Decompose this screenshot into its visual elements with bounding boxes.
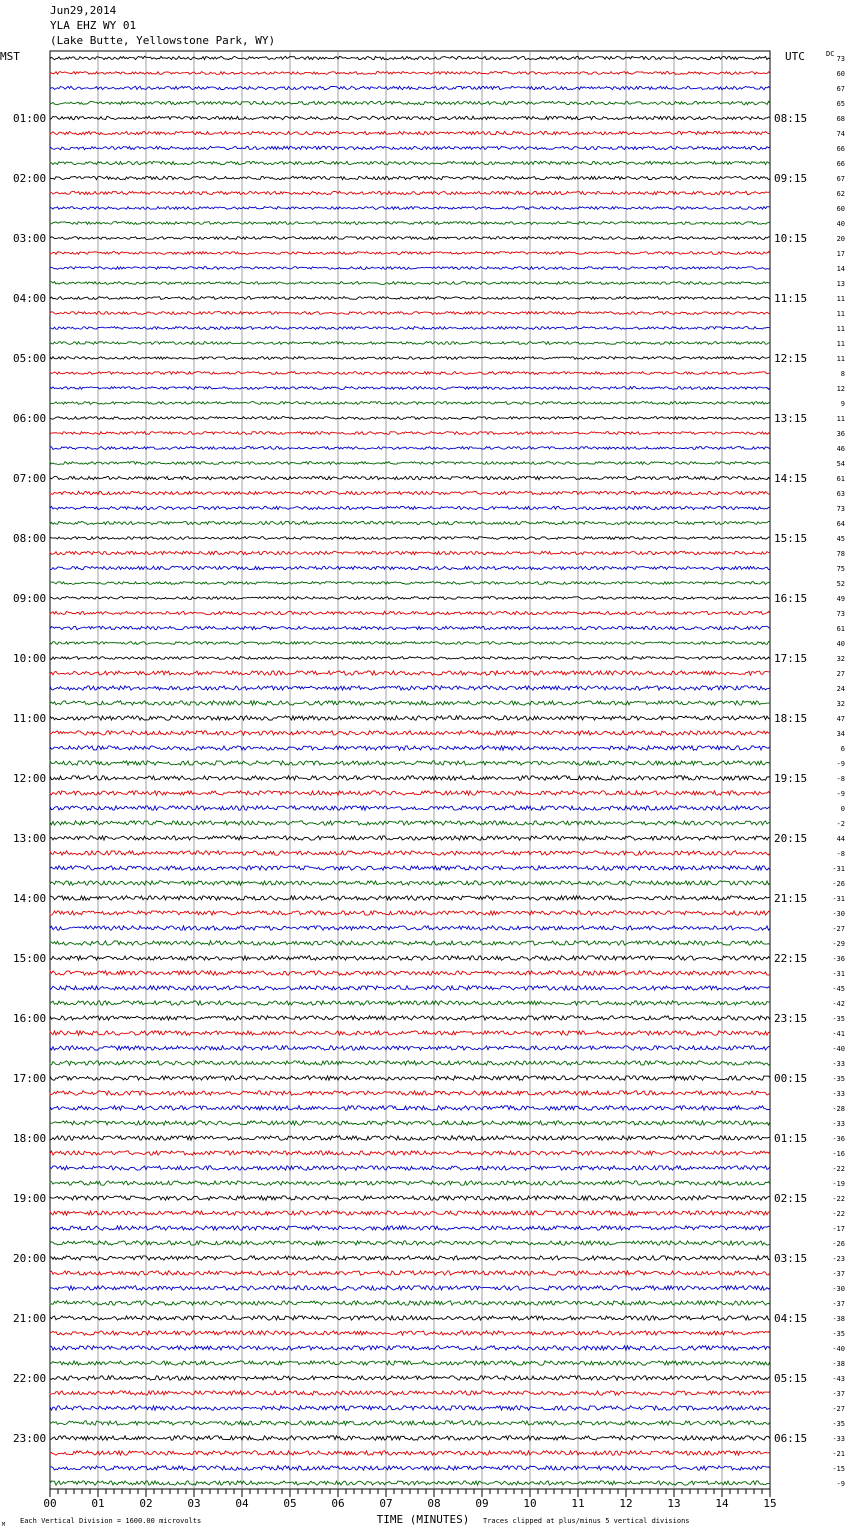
- dc-offset-label: -41: [832, 1030, 845, 1038]
- left-hour-label: 10:00: [13, 652, 47, 665]
- dc-offset-label: 66: [836, 145, 845, 153]
- dc-offset-label: 78: [836, 550, 845, 558]
- trace-row: [50, 521, 770, 524]
- dc-offset-label: -9: [836, 1480, 845, 1488]
- trace-row: [50, 1331, 770, 1335]
- x-tick-label: 01: [91, 1497, 105, 1510]
- left-hour-label: 12:00: [13, 772, 47, 785]
- trace-row: [50, 86, 770, 89]
- x-tick-label: 02: [139, 1497, 153, 1510]
- dc-offset-label: -37: [832, 1300, 845, 1308]
- dc-offset-label: -38: [832, 1360, 845, 1368]
- right-hour-label: 00:15: [774, 1072, 808, 1085]
- dc-offset-label: 47: [836, 715, 845, 723]
- right-hour-label: 21:15: [774, 892, 808, 905]
- dc-offset-label: -2: [836, 820, 845, 828]
- header-station: YLA EHZ WY 01: [50, 19, 137, 32]
- trace-row: [50, 851, 770, 855]
- left-hour-label: 15:00: [13, 952, 47, 965]
- left-hour-label: 02:00: [13, 172, 47, 185]
- dc-offset-label: 66: [836, 160, 845, 168]
- trace-row: [50, 1196, 770, 1200]
- trace-row: [50, 1271, 770, 1275]
- trace-row: [50, 1226, 770, 1230]
- right-hour-label: 02:15: [774, 1192, 808, 1205]
- dc-offset-label: 14: [836, 265, 845, 273]
- left-hour-label: 23:00: [13, 1432, 47, 1445]
- dc-offset-label: -22: [832, 1210, 845, 1218]
- dc-offset-label: 65: [836, 100, 845, 108]
- right-hour-label: 08:15: [774, 112, 808, 125]
- x-tick-label: 06: [331, 1497, 345, 1510]
- header-location: (Lake Butte, Yellowstone Park, WY): [50, 34, 276, 47]
- dc-offset-label: 44: [836, 835, 845, 843]
- dc-offset-label: 11: [836, 355, 845, 363]
- dc-offset-label: 61: [836, 475, 845, 483]
- trace-row: [50, 176, 770, 179]
- trace-row: [50, 1436, 770, 1440]
- trace-row: [50, 1421, 770, 1425]
- dc-offset-label: -15: [832, 1465, 845, 1473]
- trace-row: [50, 836, 770, 840]
- trace-row: [50, 1211, 770, 1215]
- right-hour-label: 18:15: [774, 712, 808, 725]
- trace-row: [50, 971, 770, 975]
- trace-row: [50, 387, 770, 390]
- trace-row: [50, 72, 770, 75]
- trace-row: [50, 582, 770, 585]
- x-tick-label: 15: [763, 1497, 777, 1510]
- dc-offset-label: -9: [836, 760, 845, 768]
- dc-offset-label: -35: [832, 1015, 845, 1023]
- x-tick-label: 11: [571, 1497, 585, 1510]
- right-hour-label: 20:15: [774, 832, 808, 845]
- dc-offset-label: -30: [832, 1285, 845, 1293]
- dc-offset-label: 54: [836, 460, 845, 468]
- trace-row: [50, 402, 770, 405]
- dc-offset-label: 75: [836, 565, 845, 573]
- trace-row: [50, 222, 770, 225]
- trace-row: [50, 506, 770, 509]
- dc-offset-label: 62: [836, 190, 845, 198]
- dc-offset-label: -37: [832, 1270, 845, 1278]
- trace-row: [50, 1001, 770, 1005]
- left-hour-label: 18:00: [13, 1132, 47, 1145]
- dc-offset-label: -36: [832, 955, 845, 963]
- left-hour-label: 01:00: [13, 112, 47, 125]
- dc-offset-label: -8: [836, 850, 845, 858]
- dc-offset-label: 45: [836, 535, 845, 543]
- trace-row: [50, 1061, 770, 1065]
- dc-offset-label: -28: [832, 1105, 845, 1113]
- x-tick-label: 13: [667, 1497, 681, 1510]
- left-hour-label: 19:00: [13, 1192, 47, 1205]
- dc-offset-label: 36: [836, 430, 845, 438]
- dc-offset-label: 61: [836, 625, 845, 633]
- trace-row: [50, 1451, 770, 1455]
- trace-row: [50, 1466, 770, 1470]
- trace-row: [50, 131, 770, 134]
- trace-row: [50, 1136, 770, 1140]
- right-hour-label: 01:15: [774, 1132, 808, 1145]
- trace-row: [50, 1256, 770, 1260]
- right-hour-label: 15:15: [774, 532, 808, 545]
- trace-row: [50, 1166, 770, 1170]
- trace-row: [50, 252, 770, 255]
- dc-offset-label: -33: [832, 1060, 845, 1068]
- trace-row: [50, 671, 770, 675]
- trace-row: [50, 1346, 770, 1350]
- trace-row: [50, 1121, 770, 1125]
- dc-offset-label: 68: [836, 115, 845, 123]
- dc-offset-label: -37: [832, 1390, 845, 1398]
- trace-row: [50, 282, 770, 285]
- dc-offset-label: 60: [836, 70, 845, 78]
- dc-offset-label: 67: [836, 85, 845, 93]
- dc-offset-label: -43: [832, 1375, 845, 1383]
- left-hour-label: 17:00: [13, 1072, 47, 1085]
- trace-row: [50, 941, 770, 945]
- right-hour-label: 17:15: [774, 652, 808, 665]
- x-tick-label: 04: [235, 1497, 249, 1510]
- dc-offset-label: 8: [840, 370, 845, 378]
- right-hour-label: 13:15: [774, 412, 808, 425]
- vertical-division-note: Each Vertical Division = 1600.00 microvolts: [20, 1517, 202, 1525]
- dc-offset-label: -19: [832, 1180, 845, 1188]
- dc-offset-label: -16: [832, 1150, 845, 1158]
- right-hour-label: 03:15: [774, 1252, 808, 1265]
- trace-row: [50, 1316, 770, 1320]
- dc-offset-label: -33: [832, 1120, 845, 1128]
- trace-row: [50, 761, 770, 765]
- dc-offset-label: -17: [832, 1225, 845, 1233]
- dc-offset-label: -22: [832, 1195, 845, 1203]
- trace-row: [50, 161, 770, 164]
- x-tick-label: 05: [283, 1497, 297, 1510]
- x-tick-label: 07: [379, 1497, 393, 1510]
- dc-offset-label: -33: [832, 1090, 845, 1098]
- trace-row: [50, 116, 770, 119]
- dc-offset-label: -22: [832, 1165, 845, 1173]
- dc-offset-label: -35: [832, 1420, 845, 1428]
- x-tick-label: 14: [715, 1497, 729, 1510]
- x-tick-label: 12: [619, 1497, 633, 1510]
- trace-row: [50, 1091, 770, 1095]
- x-tick-label: 08: [427, 1497, 441, 1510]
- trace-row: [50, 1076, 770, 1080]
- x-axis-title: TIME (MINUTES): [376, 1513, 470, 1526]
- dc-offset-label: 13: [836, 280, 845, 288]
- trace-row: [50, 327, 770, 330]
- dc-offset-label: -45: [832, 985, 845, 993]
- dc-offset-label: -36: [832, 1135, 845, 1143]
- dc-offset-label: -8: [836, 775, 845, 783]
- dc-offset-label: -33: [832, 1435, 845, 1443]
- left-hour-label: 07:00: [13, 472, 47, 485]
- right-hour-label: 14:15: [774, 472, 808, 485]
- right-hour-label: 10:15: [774, 232, 808, 245]
- trace-row: [50, 791, 770, 795]
- trace-row: [50, 447, 770, 450]
- dc-offset-label: 67: [836, 175, 845, 183]
- right-timezone-label: UTC: [785, 50, 805, 63]
- clip-note: Traces clipped at plus/minus 5 vertical divisions: [483, 1517, 690, 1525]
- trace-row: [50, 611, 770, 614]
- dc-offset-label: -27: [832, 1405, 845, 1413]
- dc-offset-label: -27: [832, 925, 845, 933]
- x-tick-label: 00: [43, 1497, 57, 1510]
- trace-row: [50, 1241, 770, 1245]
- trace-row: [50, 462, 770, 465]
- x-tick-label: 09: [475, 1497, 489, 1510]
- dc-offset-label: -35: [832, 1075, 845, 1083]
- trace-row: [50, 1046, 770, 1050]
- dc-offset-label: 11: [836, 310, 845, 318]
- trace-row: [50, 551, 770, 554]
- trace-row: [50, 537, 770, 540]
- right-hour-label: 05:15: [774, 1372, 808, 1385]
- trace-row: [50, 191, 770, 194]
- trace-row: [50, 1391, 770, 1395]
- dc-offset-label: 27: [836, 670, 845, 678]
- dc-offset-label: 73: [836, 505, 845, 513]
- trace-row: [50, 926, 770, 930]
- trace-row: [50, 866, 770, 870]
- dc-offset-label: -35: [832, 1330, 845, 1338]
- dc-offset-label: 64: [836, 520, 845, 528]
- left-timezone-label: MST: [0, 50, 20, 63]
- trace-row: [50, 597, 770, 600]
- dc-offset-label: -31: [832, 970, 845, 978]
- left-hour-label: 09:00: [13, 592, 47, 605]
- trace-row: [50, 821, 770, 825]
- header-date: Jun29,2014: [50, 4, 117, 17]
- left-hour-label: 22:00: [13, 1372, 47, 1385]
- dc-offset-label: 60: [836, 205, 845, 213]
- trace-row: [50, 896, 770, 900]
- trace-row: [50, 1151, 770, 1155]
- dc-offset-label: -40: [832, 1345, 845, 1353]
- corner-mark: M: [2, 1522, 6, 1528]
- trace-row: [50, 1481, 770, 1485]
- trace-row: [50, 417, 770, 420]
- left-hour-label: 20:00: [13, 1252, 47, 1265]
- trace-row: [50, 372, 770, 375]
- trace-row: [50, 237, 770, 240]
- dc-offset-label: 32: [836, 700, 845, 708]
- dc-offset-label: -30: [832, 910, 845, 918]
- trace-row: [50, 1376, 770, 1380]
- trace-row: [50, 146, 770, 149]
- dc-offset-label: 20: [836, 235, 845, 243]
- trace-row: [50, 1016, 770, 1020]
- right-hour-label: 12:15: [774, 352, 808, 365]
- right-hour-label: 16:15: [774, 592, 808, 605]
- dc-offset-label: -23: [832, 1255, 845, 1263]
- trace-row: [50, 267, 770, 270]
- trace-row: [50, 716, 770, 720]
- right-hour-label: 19:15: [774, 772, 808, 785]
- dc-offset-label: 11: [836, 325, 845, 333]
- dc-offset-label: -40: [832, 1045, 845, 1053]
- trace-row: [50, 312, 770, 315]
- dc-offset-label: 12: [836, 385, 845, 393]
- left-hour-label: 05:00: [13, 352, 47, 365]
- dc-offset-label: 63: [836, 490, 845, 498]
- trace-row: [50, 806, 770, 810]
- trace-row: [50, 56, 770, 59]
- dc-offset-label: 11: [836, 415, 845, 423]
- dc-offset-label: -9: [836, 790, 845, 798]
- dc-offset-label: 17: [836, 250, 845, 258]
- trace-row: [50, 956, 770, 960]
- trace-row: [50, 642, 770, 645]
- trace-row: [50, 297, 770, 300]
- trace-row: [50, 657, 770, 660]
- left-hour-label: 13:00: [13, 832, 47, 845]
- trace-row: [50, 101, 770, 104]
- trace-row: [50, 731, 770, 735]
- trace-row: [50, 1286, 770, 1290]
- left-hour-label: 04:00: [13, 292, 47, 305]
- dc-offset-label: 49: [836, 595, 845, 603]
- trace-row: [50, 746, 770, 750]
- trace-row: [50, 881, 770, 885]
- dc-offset-label: 46: [836, 445, 845, 453]
- dc-offset-label: -42: [832, 1000, 845, 1008]
- trace-row: [50, 776, 770, 780]
- trace-row: [50, 1361, 770, 1365]
- trace-row: [50, 986, 770, 990]
- dc-offset-label: -26: [832, 880, 845, 888]
- dc-offset-label: 52: [836, 580, 845, 588]
- dc-offset-label: 6: [840, 745, 845, 753]
- right-hour-label: 11:15: [774, 292, 808, 305]
- left-hour-label: 11:00: [13, 712, 47, 725]
- dc-offset-label: -26: [832, 1240, 845, 1248]
- right-hour-label: 06:15: [774, 1432, 808, 1445]
- dc-offset-label: 11: [836, 295, 845, 303]
- right-hour-label: 04:15: [774, 1312, 808, 1325]
- dc-offset-label: 9: [840, 400, 845, 408]
- trace-row: [50, 686, 770, 690]
- dc-offset-label: -31: [832, 895, 845, 903]
- trace-row: [50, 432, 770, 435]
- trace-row: [50, 491, 770, 494]
- right-hour-label: 09:15: [774, 172, 808, 185]
- trace-row: [50, 357, 770, 360]
- left-hour-label: 21:00: [13, 1312, 47, 1325]
- trace-row: [50, 207, 770, 210]
- x-tick-label: 03: [187, 1497, 201, 1510]
- trace-row: [50, 566, 770, 569]
- right-hour-label: 22:15: [774, 952, 808, 965]
- dc-header-label: DC: [826, 50, 835, 58]
- trace-row: [50, 342, 770, 345]
- right-hour-label: 23:15: [774, 1012, 808, 1025]
- dc-offset-label: -38: [832, 1315, 845, 1323]
- dc-offset-label: -31: [832, 865, 845, 873]
- dc-offset-label: 40: [836, 220, 845, 228]
- trace-row: [50, 911, 770, 915]
- dc-offset-label: -29: [832, 940, 845, 948]
- dc-offset-label: 0: [840, 805, 845, 813]
- dc-offset-label: 24: [836, 685, 845, 693]
- dc-offset-label: 32: [836, 655, 845, 663]
- dc-offset-label: 73: [836, 55, 845, 63]
- trace-row: [50, 701, 770, 705]
- trace-row: [50, 1106, 770, 1110]
- left-hour-label: 06:00: [13, 412, 47, 425]
- x-tick-label: 10: [523, 1497, 537, 1510]
- trace-row: [50, 1181, 770, 1185]
- trace-row: [50, 476, 770, 479]
- trace-row: [50, 626, 770, 629]
- dc-offset-label: 34: [836, 730, 845, 738]
- trace-row: [50, 1301, 770, 1305]
- dc-offset-label: 40: [836, 640, 845, 648]
- left-hour-label: 14:00: [13, 892, 47, 905]
- dc-offset-label: -21: [832, 1450, 845, 1458]
- dc-offset-label: 73: [836, 610, 845, 618]
- left-hour-label: 08:00: [13, 532, 47, 545]
- trace-row: [50, 1406, 770, 1410]
- dc-offset-label: 11: [836, 340, 845, 348]
- dc-offset-label: 74: [836, 130, 845, 138]
- left-hour-label: 16:00: [13, 1012, 47, 1025]
- trace-row: [50, 1031, 770, 1035]
- left-hour-label: 03:00: [13, 232, 47, 245]
